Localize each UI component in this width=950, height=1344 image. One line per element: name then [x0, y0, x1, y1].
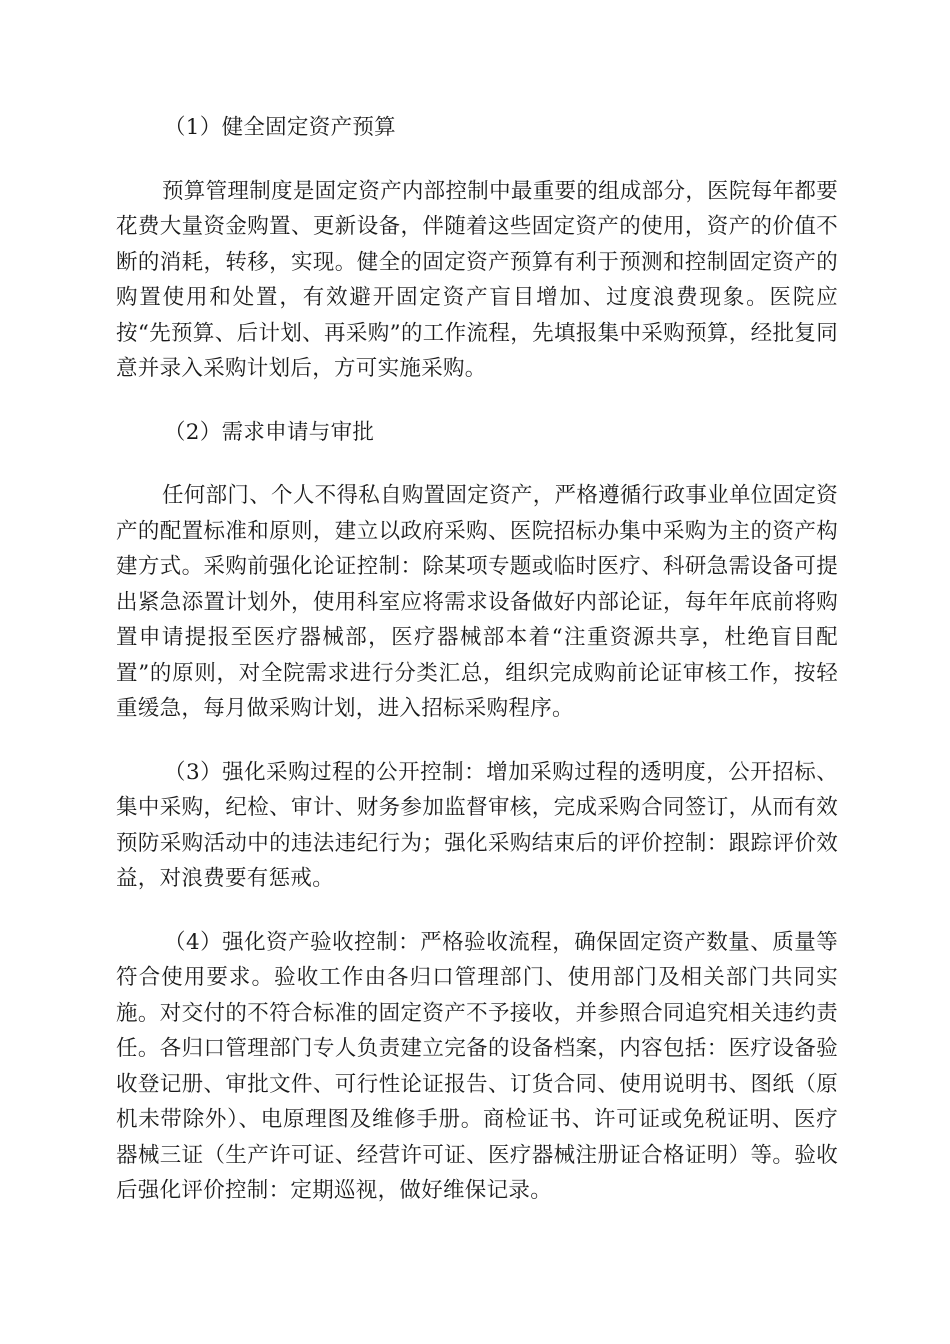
- section-heading-1: （1）健全固定资产预算: [164, 115, 396, 140]
- section-paragraph-2: 任何部门、个人不得私自购置固定资产，严格遵循行政事业单位固定资产的配置标准和原则，建立以政府采购、医院招标办集中采购为主的资产构建方式。采购前强化论证控制：除某项专题或临时医疗、科研急需设备可提出紧急添置计划外，使用科室应将需求设备做好内部论证，每年年底前将购置申请提报至医疗器械部，医疗器械部本着“注重资源共享，杜绝盲目配置”的原则，对全院需求进行分类汇总，组织完成购前论证审核工作，按轻重缓急，每月做采购计划，进入招标采购程序。: [116, 483, 838, 721]
- item-paragraph-3: （3）强化采购过程的公开控制：增加采购过程的透明度，公开招标、集中采购，纪检、审计、财务参加监督审核，完成采购合同签订，从而有效预防采购活动中的违法违纪行为；强化采购结束后的评价控制：跟踪评价效益，对浪费要有惩戒。: [116, 759, 838, 891]
- section-paragraph-1: 预算管理制度是固定资产内部控制中最重要的组成部分，医院每年都要花费大量资金购置、更新设备，伴随着这些固定资产的使用，资产的价值不断的消耗，转移，实现。健全的固定资产预算有利于预测和控制固定资产的购置使用和处置，有效避开固定资产盲目增加、过度浪费现象。医院应按“先预算、后计划、再采购”的工作流程，先填报集中采购预算，经批复同意并录入采购计划后，方可实施采购。: [116, 178, 838, 381]
- section-heading-2: （2）需求申请与审批: [164, 419, 375, 445]
- document-body: [116, 110, 838, 1237]
- item-paragraph-4: （4）强化资产验收控制：严格验收流程，确保固定资产数量、质量等符合使用要求。验收工作由各归口管理部门、使用部门及相关部门共同实施。对交付的不符合标准的固定资产不予接收，并参照合同追究相关违约责任。各归口管理部门专人负责建立完备的设备档案，内容包括：医疗设备验收登记册、审批文件、可行性论证报告、订货合同、使用说明书、图纸（原机未带除外）、电原理图及维修手册。商检证书、许可证或免税证明、医疗器械三证（生产许可证、经营许可证、医疗器械注册证合格证明）等。验收后强化评价控制：定期巡视，做好维保记录。: [116, 929, 838, 1203]
